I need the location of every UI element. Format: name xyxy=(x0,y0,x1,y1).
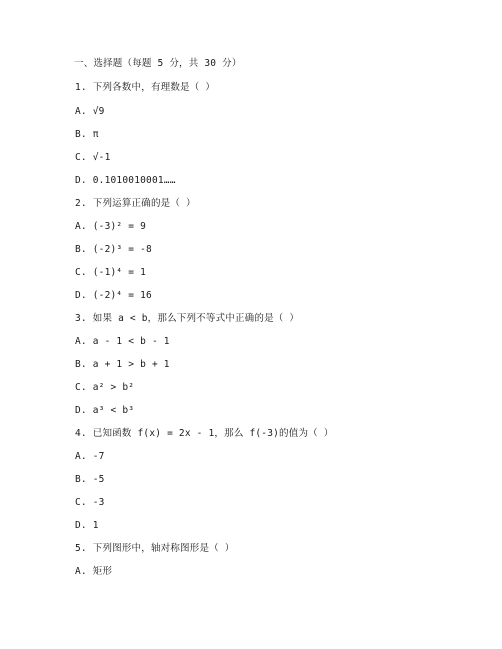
question-3-option-c: C. a² > b² xyxy=(75,382,135,393)
question-3-option-d: D. a³ < b³ xyxy=(75,405,135,416)
question-1-option-d: D. 0.1010010001…… xyxy=(75,175,176,186)
question-4-option-b: B. -5 xyxy=(75,474,105,485)
question-1-option-b: B. π xyxy=(75,129,99,140)
question-1-option-a: A. √9 xyxy=(75,106,105,117)
question-4-option-a: A. -7 xyxy=(75,451,105,462)
section-heading: 一、选择题（每题 5 分，共 30 分） xyxy=(74,58,242,69)
question-2-option-c: C. (-1)⁴ = 1 xyxy=(75,267,147,278)
question-4-option-d: D. 1 xyxy=(75,520,99,531)
question-1-option-c: C. √-1 xyxy=(75,152,111,163)
question-2-stem: 2. 下列运算正确的是（ ） xyxy=(75,198,196,209)
question-4-option-c: C. -3 xyxy=(75,497,105,508)
question-4-stem: 4. 已知函数 f(x) = 2x - 1，那么 f(-3)的值为（ ） xyxy=(75,428,334,439)
question-3-option-b: B. a + 1 > b + 1 xyxy=(75,359,170,370)
question-3-option-a: A. a - 1 < b - 1 xyxy=(75,336,170,347)
question-2-option-a: A. (-3)² = 9 xyxy=(75,221,147,232)
question-3-stem: 3. 如果 a < b，那么下列不等式中正确的是（ ） xyxy=(75,313,300,324)
question-5-stem: 5. 下列图形中，轴对称图形是（ ） xyxy=(75,543,235,554)
question-1-stem: 1. 下列各数中，有理数是（ ） xyxy=(75,82,216,93)
question-2-option-d: D. (-2)⁴ = 16 xyxy=(75,290,152,301)
question-5-option-a: A. 矩形 xyxy=(75,566,113,577)
question-2-option-b: B. (-2)³ = -8 xyxy=(75,244,152,255)
